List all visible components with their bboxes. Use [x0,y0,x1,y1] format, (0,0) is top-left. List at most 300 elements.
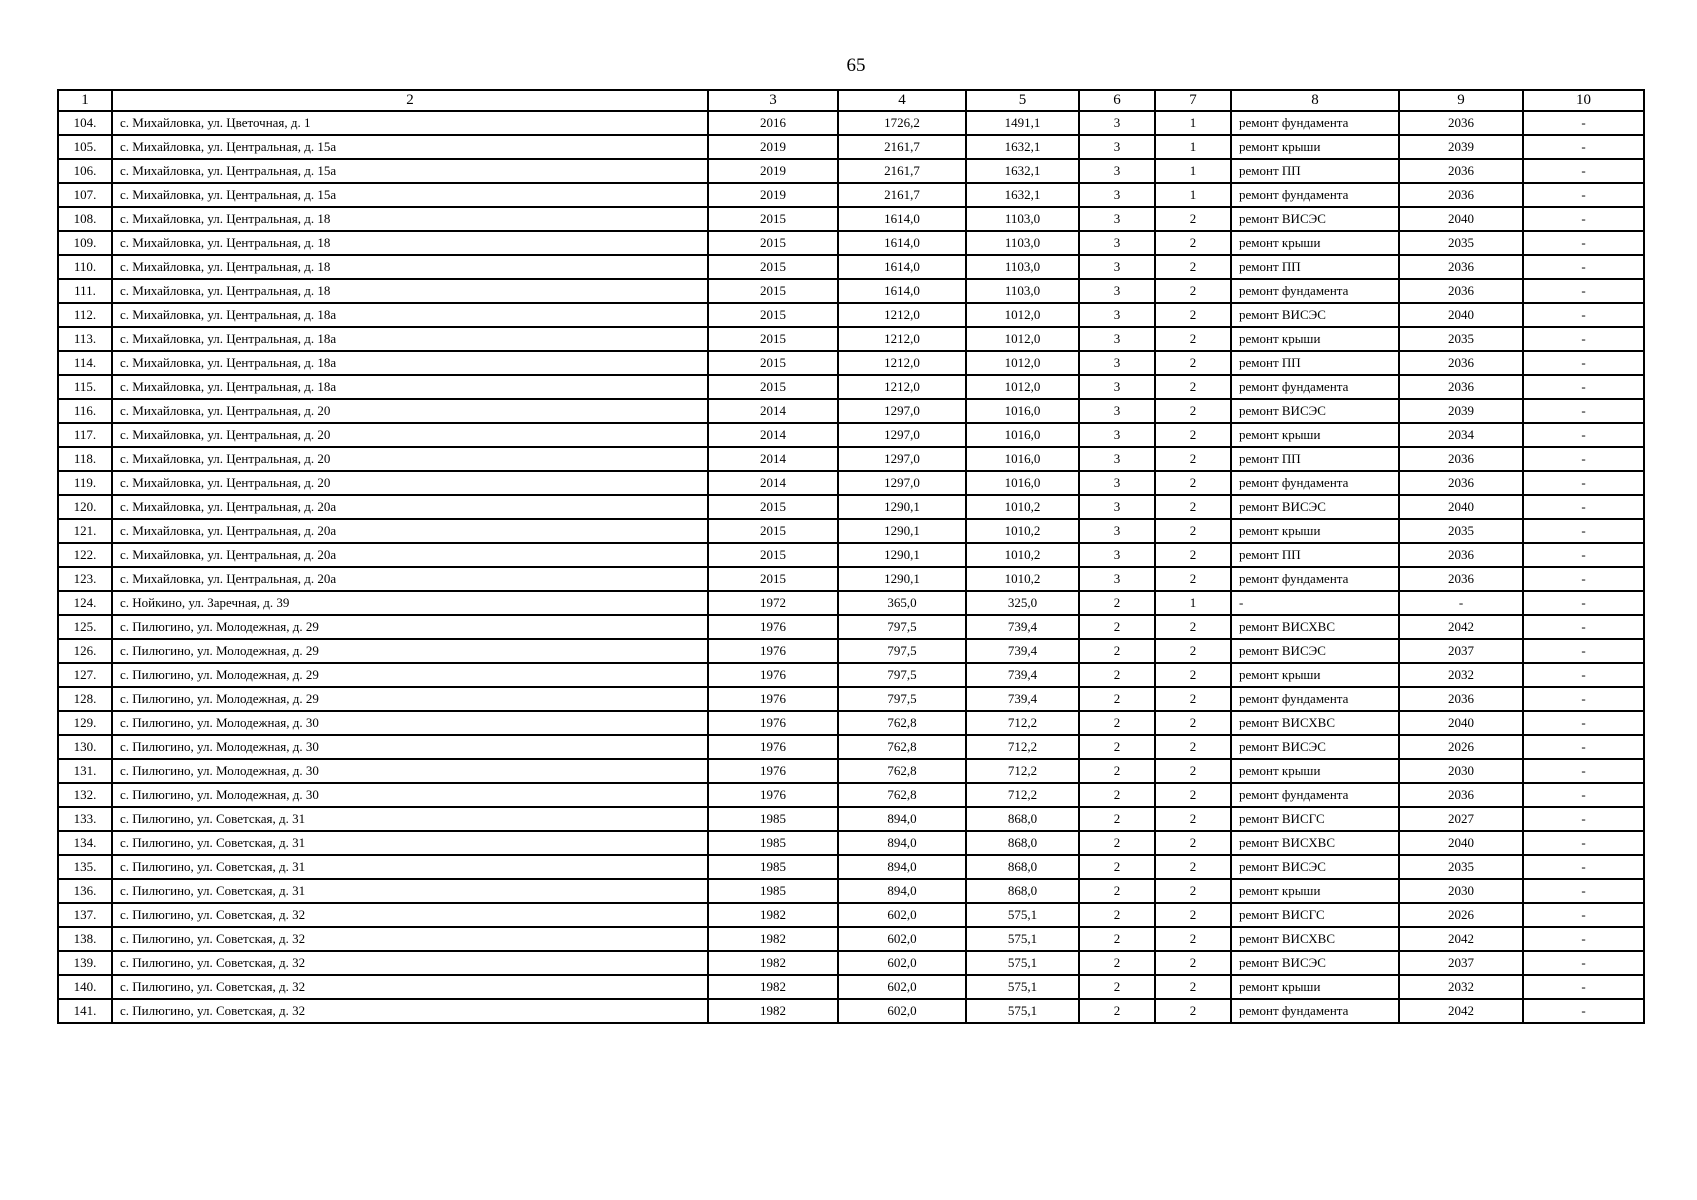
cell-area-living: 1012,0 [966,351,1079,375]
cell-area-total: 1297,0 [838,399,966,423]
cell-area-total: 1726,2 [838,111,966,135]
cell-year: 1976 [708,759,838,783]
cell-floors: 2 [1079,639,1155,663]
cell-area-living: 1010,2 [966,567,1079,591]
column-header: 4 [838,90,966,111]
cell-year: 2015 [708,303,838,327]
cell-floors: 3 [1079,567,1155,591]
cell-repair-year: 2027 [1399,807,1523,831]
cell-area-total: 1614,0 [838,255,966,279]
cell-repair-type: ремонт ВИСЭС [1231,735,1399,759]
cell-area-total: 2161,7 [838,135,966,159]
cell-area-total: 1297,0 [838,423,966,447]
cell-area-living: 1016,0 [966,423,1079,447]
cell-note: - [1523,135,1644,159]
cell-area-total: 797,5 [838,639,966,663]
cell-area-living: 1632,1 [966,159,1079,183]
cell-area-living: 1491,1 [966,111,1079,135]
cell-area-total: 1212,0 [838,327,966,351]
cell-area-living: 1103,0 [966,231,1079,255]
cell-entrances: 2 [1155,279,1231,303]
cell-floors: 3 [1079,471,1155,495]
cell-floors: 2 [1079,855,1155,879]
cell-entrances: 2 [1155,879,1231,903]
cell-repair-year: 2042 [1399,927,1523,951]
cell-repair-year: 2035 [1399,855,1523,879]
cell-repair-year: 2036 [1399,159,1523,183]
cell-note: - [1523,231,1644,255]
cell-repair-year: 2036 [1399,183,1523,207]
cell-repair-year: 2040 [1399,495,1523,519]
table-row [58,903,1644,927]
cell-year: 2014 [708,447,838,471]
cell-area-living: 712,2 [966,783,1079,807]
cell-floors: 2 [1079,759,1155,783]
cell-note: - [1523,183,1644,207]
column-header: 2 [112,90,708,111]
cell-year: 2019 [708,135,838,159]
cell-entrances: 2 [1155,567,1231,591]
cell-repair-type: ремонт ПП [1231,543,1399,567]
cell-note: - [1523,519,1644,543]
table-row [58,303,1644,327]
cell-address: с. Михайловка, ул. Центральная, д. 15а [112,159,708,183]
cell-year: 2015 [708,567,838,591]
cell-repair-type: ремонт крыши [1231,327,1399,351]
cell-address: с. Михайловка, ул. Центральная, д. 18 [112,279,708,303]
cell-note: - [1523,375,1644,399]
cell-note: - [1523,279,1644,303]
cell-repair-type: ремонт фундамента [1231,375,1399,399]
cell-note: - [1523,951,1644,975]
column-header: 9 [1399,90,1523,111]
cell-repair-year: 2036 [1399,783,1523,807]
cell-repair-type: ремонт крыши [1231,879,1399,903]
cell-floors: 3 [1079,375,1155,399]
cell-entrances: 2 [1155,543,1231,567]
cell-repair-year: 2030 [1399,879,1523,903]
cell-repair-year: 2040 [1399,303,1523,327]
cell-floors: 2 [1079,903,1155,927]
cell-note: - [1523,663,1644,687]
cell-repair-type: ремонт ВИСХВС [1231,927,1399,951]
cell-repair-type: ремонт фундамента [1231,111,1399,135]
cell-repair-year: 2036 [1399,567,1523,591]
cell-row-number: 125. [58,615,112,639]
cell-area-living: 739,4 [966,639,1079,663]
cell-row-number: 104. [58,111,112,135]
cell-note: - [1523,999,1644,1023]
cell-repair-type: ремонт фундамента [1231,183,1399,207]
cell-year: 1976 [708,711,838,735]
cell-repair-type: ремонт фундамента [1231,687,1399,711]
cell-area-total: 602,0 [838,999,966,1023]
table-row [58,471,1644,495]
cell-repair-type: ремонт ВИСЭС [1231,855,1399,879]
cell-area-total: 1290,1 [838,519,966,543]
cell-row-number: 137. [58,903,112,927]
cell-repair-type: ремонт ВИСХВС [1231,615,1399,639]
cell-repair-year: 2036 [1399,351,1523,375]
cell-entrances: 2 [1155,831,1231,855]
cell-repair-year: 2039 [1399,135,1523,159]
cell-row-number: 140. [58,975,112,999]
cell-area-total: 1212,0 [838,351,966,375]
cell-year: 2015 [708,351,838,375]
cell-row-number: 117. [58,423,112,447]
table-row [58,447,1644,471]
cell-note: - [1523,399,1644,423]
cell-repair-type: ремонт ВИСГС [1231,903,1399,927]
cell-floors: 3 [1079,159,1155,183]
housing-repair-table [57,89,1645,1024]
cell-floors: 2 [1079,975,1155,999]
cell-floors: 2 [1079,879,1155,903]
cell-year: 2015 [708,495,838,519]
cell-area-living: 868,0 [966,831,1079,855]
cell-area-living: 575,1 [966,927,1079,951]
cell-address: с. Михайловка, ул. Центральная, д. 20 [112,447,708,471]
cell-repair-year: 2039 [1399,399,1523,423]
cell-year: 1985 [708,879,838,903]
cell-address: с. Пилюгино, ул. Советская, д. 31 [112,855,708,879]
cell-row-number: 135. [58,855,112,879]
cell-entrances: 2 [1155,927,1231,951]
cell-floors: 3 [1079,279,1155,303]
cell-repair-type: ремонт ВИСЭС [1231,303,1399,327]
cell-repair-type: ремонт ВИСХВС [1231,711,1399,735]
table-row [58,255,1644,279]
cell-repair-year: 2036 [1399,255,1523,279]
cell-year: 1976 [708,639,838,663]
cell-repair-type: ремонт ВИСЭС [1231,399,1399,423]
cell-area-living: 1010,2 [966,495,1079,519]
cell-area-total: 797,5 [838,663,966,687]
cell-entrances: 2 [1155,735,1231,759]
cell-row-number: 118. [58,447,112,471]
cell-area-total: 1614,0 [838,231,966,255]
cell-area-living: 868,0 [966,807,1079,831]
cell-floors: 3 [1079,111,1155,135]
cell-area-living: 1012,0 [966,375,1079,399]
cell-repair-year: 2036 [1399,375,1523,399]
cell-area-total: 797,5 [838,615,966,639]
cell-year: 1982 [708,951,838,975]
cell-note: - [1523,495,1644,519]
cell-area-total: 894,0 [838,831,966,855]
column-header: 10 [1523,90,1644,111]
table-row [58,927,1644,951]
cell-area-living: 1012,0 [966,303,1079,327]
cell-area-living: 1012,0 [966,327,1079,351]
cell-area-living: 1016,0 [966,399,1079,423]
cell-address: с. Пилюгино, ул. Советская, д. 32 [112,903,708,927]
cell-area-total: 602,0 [838,903,966,927]
cell-year: 2015 [708,543,838,567]
cell-address: с. Пилюгино, ул. Советская, д. 31 [112,879,708,903]
cell-note: - [1523,807,1644,831]
cell-address: с. Пилюгино, ул. Молодежная, д. 29 [112,615,708,639]
cell-address: с. Михайловка, ул. Центральная, д. 18а [112,375,708,399]
cell-note: - [1523,975,1644,999]
cell-area-total: 1212,0 [838,375,966,399]
cell-area-total: 1290,1 [838,567,966,591]
cell-floors: 2 [1079,951,1155,975]
cell-row-number: 109. [58,231,112,255]
cell-repair-year: 2032 [1399,663,1523,687]
cell-address: с. Нойкино, ул. Заречная, д. 39 [112,591,708,615]
cell-area-total: 894,0 [838,855,966,879]
cell-note: - [1523,735,1644,759]
cell-area-living: 575,1 [966,975,1079,999]
cell-address: с. Пилюгино, ул. Молодежная, д. 30 [112,783,708,807]
page-number: 65 [846,55,866,76]
cell-floors: 2 [1079,807,1155,831]
cell-entrances: 2 [1155,375,1231,399]
cell-area-total: 1614,0 [838,279,966,303]
table-row [58,735,1644,759]
cell-repair-year: 2036 [1399,471,1523,495]
cell-year: 1972 [708,591,838,615]
cell-area-living: 1103,0 [966,207,1079,231]
cell-entrances: 2 [1155,423,1231,447]
cell-entrances: 2 [1155,351,1231,375]
cell-year: 1976 [708,735,838,759]
cell-row-number: 108. [58,207,112,231]
cell-floors: 3 [1079,543,1155,567]
cell-address: с. Михайловка, ул. Центральная, д. 20 [112,423,708,447]
cell-year: 2014 [708,423,838,447]
cell-note: - [1523,567,1644,591]
cell-entrances: 2 [1155,759,1231,783]
cell-floors: 3 [1079,519,1155,543]
cell-row-number: 134. [58,831,112,855]
cell-area-total: 1297,0 [838,447,966,471]
cell-note: - [1523,687,1644,711]
cell-repair-year: 2036 [1399,687,1523,711]
cell-area-living: 575,1 [966,951,1079,975]
cell-repair-type: ремонт ПП [1231,255,1399,279]
cell-address: с. Михайловка, ул. Центральная, д. 18 [112,231,708,255]
cell-area-total: 894,0 [838,879,966,903]
cell-area-total: 365,0 [838,591,966,615]
cell-repair-type: ремонт ПП [1231,351,1399,375]
cell-year: 2015 [708,207,838,231]
column-header: 7 [1155,90,1231,111]
cell-address: с. Михайловка, ул. Центральная, д. 20а [112,543,708,567]
cell-year: 1976 [708,783,838,807]
cell-year: 2015 [708,519,838,543]
cell-note: - [1523,159,1644,183]
cell-area-total: 1290,1 [838,543,966,567]
table-row [58,351,1644,375]
cell-note: - [1523,207,1644,231]
cell-entrances: 2 [1155,783,1231,807]
cell-address: с. Михайловка, ул. Центральная, д. 15а [112,135,708,159]
cell-area-living: 575,1 [966,999,1079,1023]
table-row [58,495,1644,519]
cell-repair-year: 2036 [1399,447,1523,471]
cell-area-living: 1103,0 [966,279,1079,303]
cell-repair-type: ремонт фундамента [1231,471,1399,495]
cell-area-living: 1632,1 [966,183,1079,207]
cell-area-total: 1212,0 [838,303,966,327]
cell-entrances: 2 [1155,327,1231,351]
cell-repair-year: 2034 [1399,423,1523,447]
table-row [58,807,1644,831]
cell-year: 1976 [708,615,838,639]
cell-repair-type: ремонт ПП [1231,159,1399,183]
cell-area-living: 325,0 [966,591,1079,615]
cell-note: - [1523,591,1644,615]
cell-area-living: 712,2 [966,735,1079,759]
cell-row-number: 113. [58,327,112,351]
cell-repair-type: ремонт ВИСЭС [1231,495,1399,519]
cell-entrances: 2 [1155,207,1231,231]
cell-year: 1982 [708,999,838,1023]
cell-area-living: 1010,2 [966,543,1079,567]
cell-address: с. Михайловка, ул. Центральная, д. 18а [112,351,708,375]
cell-area-total: 762,8 [838,759,966,783]
table-row [58,975,1644,999]
cell-entrances: 2 [1155,903,1231,927]
cell-row-number: 130. [58,735,112,759]
cell-floors: 3 [1079,135,1155,159]
cell-floors: 3 [1079,327,1155,351]
table-row [58,111,1644,135]
cell-row-number: 107. [58,183,112,207]
cell-row-number: 127. [58,663,112,687]
cell-note: - [1523,759,1644,783]
cell-address: с. Михайловка, ул. Центральная, д. 20 [112,399,708,423]
cell-area-total: 762,8 [838,735,966,759]
table-row [58,399,1644,423]
table-row [58,159,1644,183]
cell-area-living: 868,0 [966,855,1079,879]
cell-note: - [1523,303,1644,327]
cell-entrances: 2 [1155,711,1231,735]
cell-area-living: 739,4 [966,615,1079,639]
cell-area-living: 1016,0 [966,447,1079,471]
cell-row-number: 124. [58,591,112,615]
cell-year: 2019 [708,159,838,183]
cell-address: с. Пилюгино, ул. Молодежная, д. 30 [112,735,708,759]
cell-year: 2015 [708,279,838,303]
cell-area-living: 1010,2 [966,519,1079,543]
cell-note: - [1523,423,1644,447]
cell-repair-year: 2040 [1399,831,1523,855]
cell-repair-year: 2036 [1399,279,1523,303]
cell-note: - [1523,351,1644,375]
cell-row-number: 123. [58,567,112,591]
cell-repair-type: - [1231,591,1399,615]
cell-area-total: 762,8 [838,711,966,735]
cell-area-total: 894,0 [838,807,966,831]
cell-row-number: 129. [58,711,112,735]
cell-address: с. Пилюгино, ул. Молодежная, д. 29 [112,663,708,687]
cell-entrances: 2 [1155,855,1231,879]
cell-address: с. Пилюгино, ул. Советская, д. 31 [112,807,708,831]
cell-repair-type: ремонт крыши [1231,231,1399,255]
cell-repair-type: ремонт ВИСГС [1231,807,1399,831]
cell-row-number: 115. [58,375,112,399]
cell-entrances: 2 [1155,615,1231,639]
cell-floors: 3 [1079,423,1155,447]
cell-year: 2014 [708,471,838,495]
cell-floors: 2 [1079,735,1155,759]
cell-year: 2015 [708,255,838,279]
cell-repair-type: ремонт фундамента [1231,999,1399,1023]
cell-address: с. Пилюгино, ул. Советская, д. 32 [112,999,708,1023]
cell-entrances: 2 [1155,639,1231,663]
cell-entrances: 1 [1155,159,1231,183]
column-header: 5 [966,90,1079,111]
cell-repair-year: 2042 [1399,999,1523,1023]
column-header: 1 [58,90,112,111]
cell-entrances: 1 [1155,591,1231,615]
cell-row-number: 133. [58,807,112,831]
cell-area-total: 602,0 [838,927,966,951]
cell-entrances: 2 [1155,663,1231,687]
cell-floors: 2 [1079,591,1155,615]
cell-entrances: 2 [1155,231,1231,255]
table-row [58,183,1644,207]
cell-floors: 2 [1079,927,1155,951]
cell-note: - [1523,927,1644,951]
cell-note: - [1523,879,1644,903]
cell-address: с. Михайловка, ул. Цветочная, д. 1 [112,111,708,135]
cell-entrances: 2 [1155,447,1231,471]
cell-area-total: 762,8 [838,783,966,807]
cell-floors: 2 [1079,687,1155,711]
cell-repair-type: ремонт крыши [1231,519,1399,543]
cell-row-number: 131. [58,759,112,783]
cell-floors: 3 [1079,447,1155,471]
table-row [58,135,1644,159]
cell-repair-year: 2026 [1399,903,1523,927]
cell-area-living: 739,4 [966,687,1079,711]
table-row [58,855,1644,879]
cell-address: с. Михайловка, ул. Центральная, д. 20а [112,495,708,519]
cell-repair-year: 2035 [1399,231,1523,255]
cell-address: с. Михайловка, ул. Центральная, д. 18а [112,327,708,351]
cell-row-number: 139. [58,951,112,975]
cell-row-number: 119. [58,471,112,495]
cell-year: 2015 [708,231,838,255]
cell-address: с. Пилюгино, ул. Молодежная, д. 30 [112,759,708,783]
cell-area-total: 1614,0 [838,207,966,231]
cell-repair-year: 2036 [1399,111,1523,135]
table-row [58,615,1644,639]
cell-area-living: 1016,0 [966,471,1079,495]
cell-note: - [1523,903,1644,927]
cell-note: - [1523,327,1644,351]
cell-repair-year: - [1399,591,1523,615]
cell-floors: 2 [1079,663,1155,687]
cell-area-living: 868,0 [966,879,1079,903]
cell-repair-type: ремонт ВИСХВС [1231,831,1399,855]
cell-row-number: 121. [58,519,112,543]
cell-repair-type: ремонт крыши [1231,135,1399,159]
cell-address: с. Михайловка, ул. Центральная, д. 18 [112,255,708,279]
cell-entrances: 2 [1155,303,1231,327]
cell-row-number: 110. [58,255,112,279]
cell-row-number: 116. [58,399,112,423]
cell-address: с. Михайловка, ул. Центральная, д. 20а [112,567,708,591]
cell-repair-type: ремонт крыши [1231,423,1399,447]
cell-year: 1982 [708,903,838,927]
cell-floors: 3 [1079,495,1155,519]
